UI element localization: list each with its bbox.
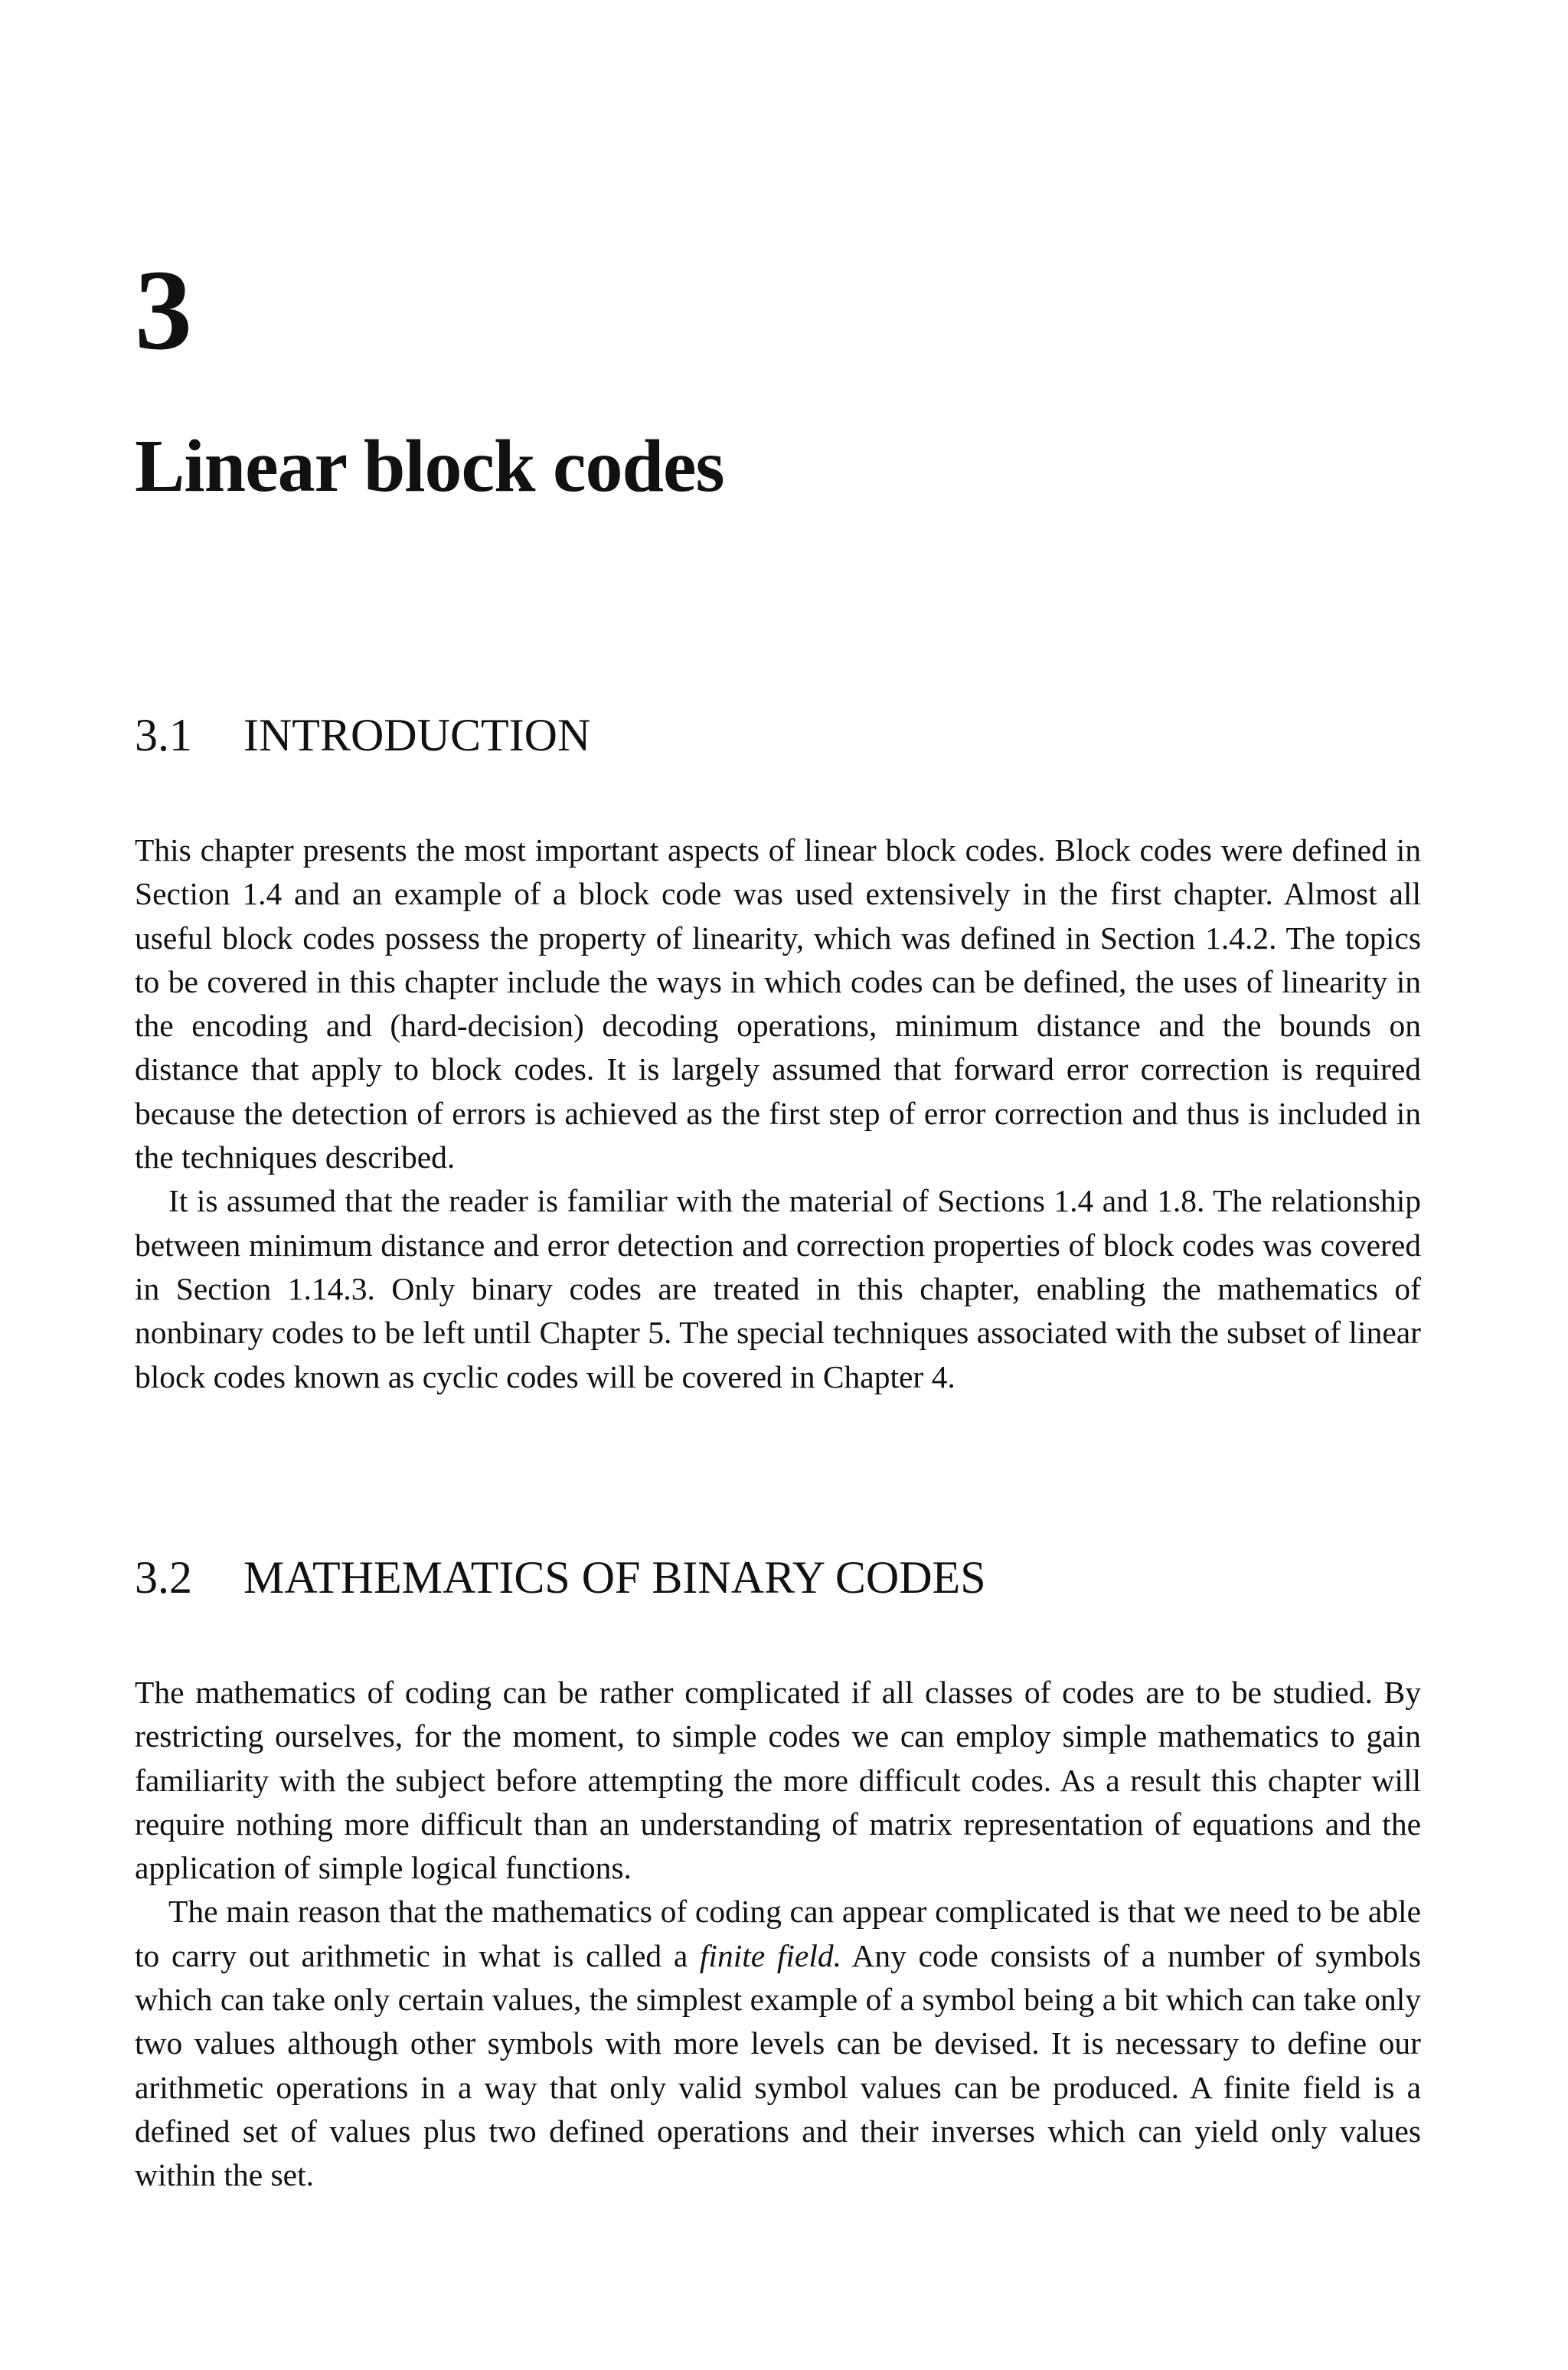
paragraph-text: The main reason that the mathematics of coding can appear complicated is that we need to be able to carry out arithmetic in what is called a [135, 1894, 1421, 1973]
section-body [135, 1671, 1421, 2198]
section-body [135, 829, 1421, 1399]
section-number: 3.2 [135, 1552, 192, 1603]
body-paragraph: The mathematics of coding can be rather complicated if all classes of codes are to be studied. By restricting ourselves, for the moment, to simple codes we can employ simple mathematics to gain familiarity with the subject before attempting the more difficult codes. As a result this chapter will require nothing more difficult than an understanding of matrix representation of equations and the application of simple logical functions. [135, 1675, 1421, 1886]
chapter-title: Linear block codes [135, 425, 724, 508]
chapter-number: 3 [135, 247, 192, 374]
section-introduction [135, 712, 1421, 1399]
section-title: MATHEMATICS OF BINARY CODES [243, 1552, 986, 1603]
body-paragraph: This chapter presents the most important aspects of linear block codes. Block codes were defined in Section 1.4 and an example of a block code was used extensively in the first chapter. Almost all useful block codes possess the property of linearity, which was defined in Section 1.4.2. The topics to be covered in this chapter include the ways in which codes can be defined, the uses of linearity in the encoding and (hard-decision) decoding operations, minimum distance and the bounds on distance that apply to block codes. It is largely assumed that forward error correction is required because the detection of errors is achieved as the first step of error correction and thus is included in the techniques described. [135, 832, 1421, 1175]
document-page [135, 0, 1421, 2370]
body-paragraph [135, 1890, 1421, 2197]
section-heading [135, 1552, 1421, 1603]
section-mathematics-of-binary-codes [135, 1554, 1421, 2198]
body-paragraph: It is assumed that the reader is familiar with the material of Sections 1.4 and 1.8. The relationship between minimum distance and error detection and correction properties of block codes was covered in Section 1.14.3. Only binary codes are treated in this chapter, enabling the mathematics of nonbinary codes to be left until Chapter 5. The special techniques associated with the subset of linear block codes known as cyclic codes will be covered in Chapter 4. [135, 1183, 1421, 1394]
paragraph-text: Any code consists of a number of symbols which can take only certain values, the simplest example of a symbol being a bit which can take only two values although other symbols with more levels can be devised. It is necessary to define our arithmetic operations in a way that only valid symbol values can be produced. A finite field is a defined set of values plus two defined operations and their inverses which can yield only values within the set. [135, 1937, 1421, 2193]
emphasized-term: finite field. [699, 1937, 841, 1973]
section-number: 3.1 [135, 710, 192, 760]
section-title: INTRODUCTION [243, 710, 591, 760]
section-heading [135, 712, 1421, 758]
